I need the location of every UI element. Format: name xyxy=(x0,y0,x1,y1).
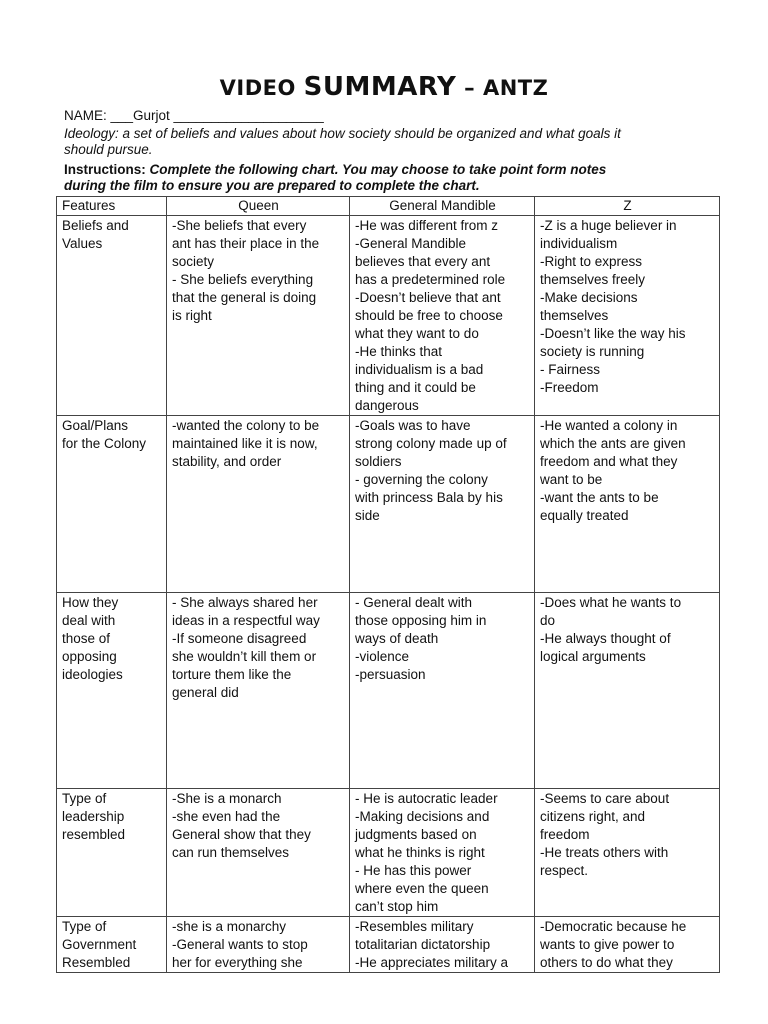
z-cell xyxy=(535,593,720,789)
cell-line: that the general is doing xyxy=(172,290,317,305)
cell-line: -wanted the colony to be xyxy=(172,418,320,433)
cell-line: ways of death xyxy=(355,631,439,646)
general-mandible-cell xyxy=(350,789,535,917)
cell-line: strong colony made up of xyxy=(355,436,507,451)
column-header: Features xyxy=(57,197,167,216)
cell-line: -He appreciates military a xyxy=(355,955,509,970)
cell-line: -She beliefs that every xyxy=(172,218,307,233)
table-row xyxy=(57,216,720,416)
cell-line: -He thinks that xyxy=(355,344,443,359)
table-row xyxy=(57,416,720,593)
cell-line: torture them like the xyxy=(172,667,292,682)
cell-line: How they xyxy=(62,595,119,610)
cell-line: -General wants to stop xyxy=(172,937,308,952)
cell-line: maintained like it is now, xyxy=(172,436,318,451)
general-mandible-cell xyxy=(350,416,535,593)
cell-line: Type of xyxy=(62,791,107,806)
cell-line: - He has this power xyxy=(355,863,472,878)
cell-line: -Doesn’t like the way his xyxy=(540,326,686,341)
cell-line: ideologies xyxy=(62,667,123,682)
ideology-definition: Ideology: a set of beliefs and values about how society should be organized and what goals it should pursue. xyxy=(64,126,621,157)
cell-line: -He was different from z xyxy=(355,218,499,233)
cell-line: she wouldn’t kill them or xyxy=(172,649,317,664)
summary-chart xyxy=(56,196,720,973)
cell-line: - General dealt with xyxy=(355,595,473,610)
cell-line: freedom and what they xyxy=(540,454,678,469)
queen-cell xyxy=(167,216,350,416)
cell-line: -Freedom xyxy=(540,380,599,395)
cell-line: is right xyxy=(172,308,212,323)
general-mandible-cell xyxy=(350,593,535,789)
cell-line: judgments based on xyxy=(355,827,477,842)
cell-line: ant has their place in the xyxy=(172,236,320,251)
cell-line: -she even had the xyxy=(172,809,281,824)
cell-line: Goal/Plans xyxy=(62,418,129,433)
cell-line: -He wanted a colony in xyxy=(540,418,678,433)
queen-cell xyxy=(167,416,350,593)
cell-line: -Does what he wants to xyxy=(540,595,682,610)
queen-cell xyxy=(167,917,350,973)
cell-line: Beliefs and xyxy=(62,218,129,233)
cell-line: soldiers xyxy=(355,454,402,469)
cell-line: side xyxy=(355,508,380,523)
cell-line: can’t stop him xyxy=(355,899,439,914)
cell-line: -Z is a huge believer in xyxy=(540,218,677,233)
cell-line: which the ants are given xyxy=(540,436,686,451)
general-mandible-cell xyxy=(350,216,535,416)
cell-line: logical arguments xyxy=(540,649,646,664)
cell-line: -Resembles military xyxy=(355,919,474,934)
cell-line: equally treated xyxy=(540,508,629,523)
cell-line: has a predetermined role xyxy=(355,272,506,287)
instructions: Instructions: Complete the following chart. You may choose to take point form notes during the film to ensure you are prepared to complete the chart. xyxy=(64,162,607,193)
cell-line: totalitarian dictatorship xyxy=(355,937,491,952)
cell-line: want to be xyxy=(540,472,603,487)
cell-line: -Making decisions and xyxy=(355,809,490,824)
general-mandible-cell xyxy=(350,917,535,973)
queen-cell xyxy=(167,593,350,789)
cell-line: -If someone disagreed xyxy=(172,631,307,646)
cell-line: can run themselves xyxy=(172,845,290,860)
cell-line: -Make decisions xyxy=(540,290,638,305)
cell-line: general did xyxy=(172,685,239,700)
header-row xyxy=(57,197,720,216)
cell-line: those opposing him in xyxy=(355,613,487,628)
cell-line: - She beliefs everything xyxy=(172,272,314,287)
page-title: VIDEO SUMMARY – ANTZ xyxy=(219,72,549,102)
z-cell xyxy=(535,216,720,416)
cell-line: ideas in a respectful way xyxy=(172,613,320,628)
cell-line: - Fairness xyxy=(540,362,601,377)
z-cell xyxy=(535,416,720,593)
cell-line: individualism is a bad xyxy=(355,362,484,377)
cell-line: citizens right, and xyxy=(540,809,646,824)
cell-line: society is running xyxy=(540,344,645,359)
cell-line: -General Mandible xyxy=(355,236,467,251)
cell-line: themselves xyxy=(540,308,609,323)
cell-line: freedom xyxy=(540,827,590,842)
cell-line: resembled xyxy=(62,827,126,842)
cell-line: - She always shared her xyxy=(172,595,318,610)
column-header: Queen xyxy=(167,197,350,216)
table-row xyxy=(57,789,720,917)
cell-line: those of xyxy=(62,631,111,646)
cell-line: -She is a monarch xyxy=(172,791,282,806)
column-header: General Mandible xyxy=(350,197,535,216)
table-row xyxy=(57,917,720,973)
cell-line: -she is a monarchy xyxy=(172,919,287,934)
cell-line: Resembled xyxy=(62,955,131,970)
z-cell xyxy=(535,917,720,973)
cell-line: with princess Bala by his xyxy=(355,490,503,505)
cell-line: what he thinks is right xyxy=(355,845,485,860)
cell-line: General show that they xyxy=(172,827,311,842)
feature-cell xyxy=(57,416,167,593)
cell-line: -Goals was to have xyxy=(355,418,471,433)
cell-line: should be free to choose xyxy=(355,308,503,323)
z-cell xyxy=(535,789,720,917)
cell-line: individualism xyxy=(540,236,618,251)
queen-cell xyxy=(167,789,350,917)
column-header: Z xyxy=(535,197,720,216)
cell-line: dangerous xyxy=(355,398,419,413)
cell-line: -Doesn’t believe that ant xyxy=(355,290,501,305)
cell-line: deal with xyxy=(62,613,116,628)
cell-line: her for everything she xyxy=(172,955,303,970)
cell-line: - He is autocratic leader xyxy=(355,791,498,806)
cell-line: -Seems to care about xyxy=(540,791,670,806)
cell-line: -He always thought of xyxy=(540,631,671,646)
feature-cell xyxy=(57,917,167,973)
cell-line: - governing the colony xyxy=(355,472,488,487)
student-name: NAME: ___Gurjot ____________________ xyxy=(64,108,324,123)
cell-line: stability, and order xyxy=(172,454,282,469)
feature-cell xyxy=(57,789,167,917)
cell-line: -He treats others with xyxy=(540,845,669,860)
feature-cell xyxy=(57,593,167,789)
cell-line: themselves freely xyxy=(540,272,646,287)
cell-line: wants to give power to xyxy=(540,937,675,952)
cell-line: Values xyxy=(62,236,103,251)
cell-line: -Right to express xyxy=(540,254,643,269)
table-row xyxy=(57,593,720,789)
cell-line: leadership xyxy=(62,809,125,824)
cell-line: others to do what they xyxy=(540,955,673,970)
feature-cell xyxy=(57,216,167,416)
cell-line: -persuasion xyxy=(355,667,426,682)
cell-line: respect. xyxy=(540,863,589,878)
instructions-label: Instructions: xyxy=(64,162,146,177)
cell-line: opposing xyxy=(62,649,117,664)
cell-line: where even the queen xyxy=(355,881,489,896)
cell-line: -Democratic because he xyxy=(540,919,687,934)
cell-line: what they want to do xyxy=(355,326,479,341)
cell-line: Type of xyxy=(62,919,107,934)
cell-line: do xyxy=(540,613,556,628)
cell-line: -want the ants to be xyxy=(540,490,659,505)
cell-line: -violence xyxy=(355,649,410,664)
cell-line: for the Colony xyxy=(62,436,147,451)
cell-line: thing and it could be xyxy=(355,380,476,395)
cell-line: Government xyxy=(62,937,137,952)
cell-line: society xyxy=(172,254,215,269)
cell-line: believes that every ant xyxy=(355,254,491,269)
